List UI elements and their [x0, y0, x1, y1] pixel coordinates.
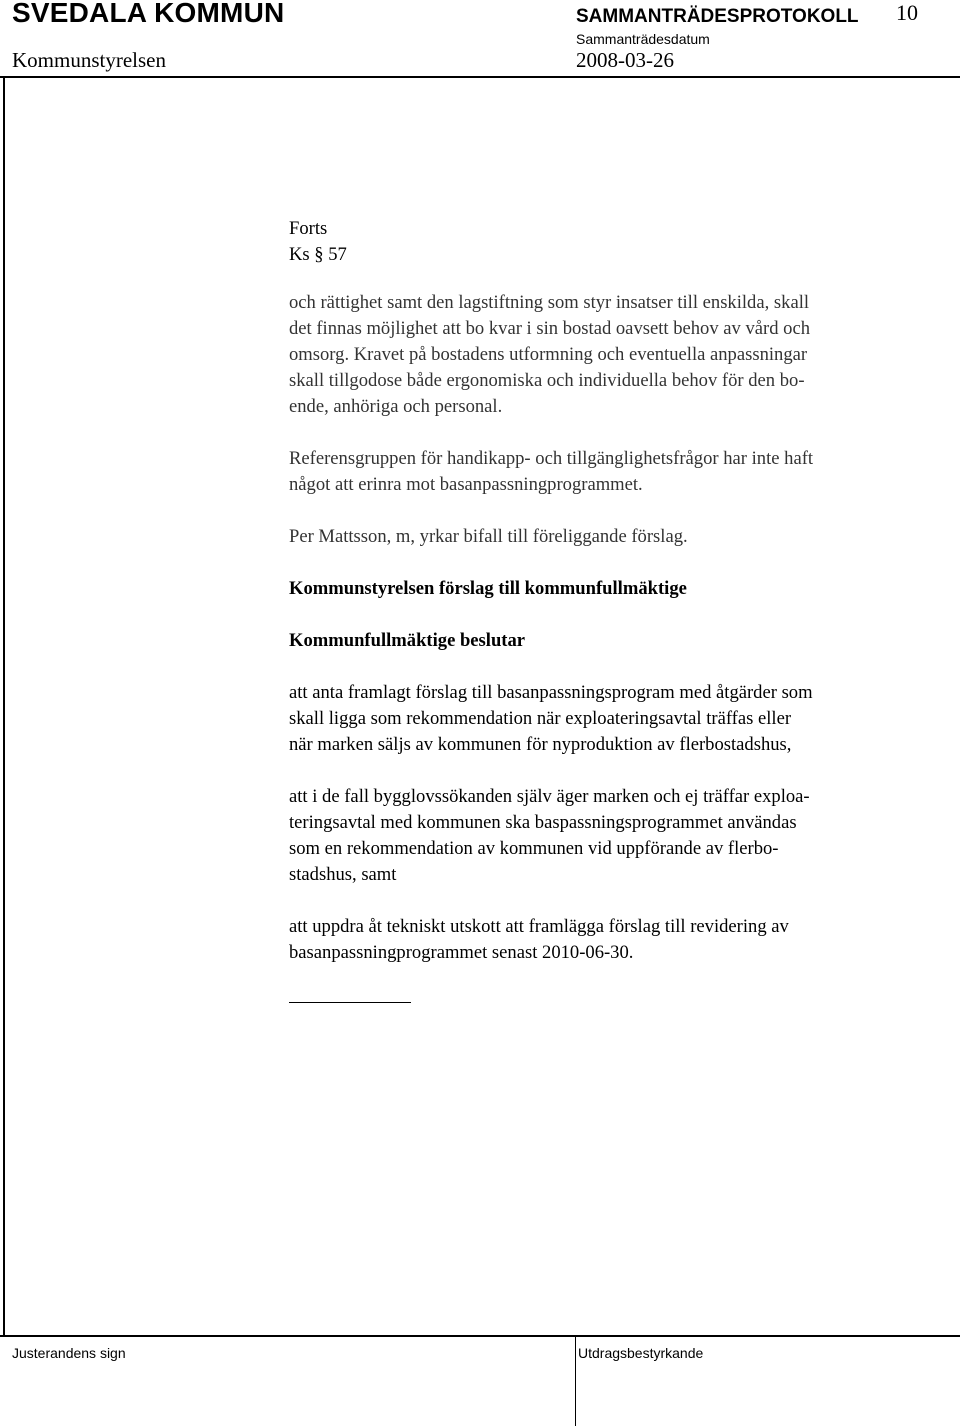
text-line: som en rekommendation av kommunen vid uppförande av flerbo-	[289, 838, 779, 859]
text-line: Referensgruppen för handikapp- och tillgänglighetsfrågor har inte haft	[289, 448, 814, 469]
text-line: att uppdra åt tekniskt utskott att framlägga förslag till revidering av	[289, 916, 789, 937]
meeting-date-label: Sammanträdesdatum	[576, 31, 710, 47]
text-line: stadshus, samt	[289, 864, 397, 885]
decision-item-1	[289, 680, 929, 758]
text-line: något att erinra mot basanpassningprogrammet.	[289, 474, 643, 495]
committee-name: Kommunstyrelsen	[12, 48, 166, 72]
protocol-body	[289, 216, 929, 966]
text-line: omsorg. Kravet på bostadens utformning och eventuella anpassningar	[289, 344, 808, 365]
text-line: skall ligga som rekommendation när exploateringsavtal träffas eller	[289, 708, 792, 729]
meeting-date: 2008-03-26	[576, 48, 674, 72]
footer-divider	[0, 1335, 960, 1337]
decision-item-2	[289, 784, 929, 888]
footer-column-divider	[575, 1336, 576, 1426]
paragraph-motion: Per Mattsson, m, yrkar bifall till föreliggande förslag.	[289, 526, 688, 547]
paragraph-rights	[289, 290, 929, 420]
text-line: ende, anhöriga och personal.	[289, 396, 503, 417]
closing-rule	[289, 1002, 411, 1003]
text-line: teringsavtal med kommunen ska baspassningsprogrammet användas	[289, 812, 797, 833]
text-line: basanpassningprogrammet senast 2010-06-30.	[289, 942, 634, 963]
page-number: 10	[896, 0, 918, 25]
left-margin-rule	[3, 77, 5, 1335]
section-reference: Ks § 57	[289, 244, 347, 265]
text-line: när marken säljs av kommunen för nyproduktion av flerbostadshus,	[289, 734, 792, 755]
text-line: att i de fall bygglovssökanden själv äger marken och ej träffar exploa-	[289, 786, 810, 807]
text-line: det finnas möjlighet att bo kvar i sin bostad oavsett behov av vård och	[289, 318, 811, 339]
text-line: skall tillgodose både ergonomiska och individuella behov för den bo-	[289, 370, 805, 391]
org-name: SVEDALA KOMMUN	[12, 0, 285, 28]
footer-extract-certification: Utdragsbestyrkande	[578, 1345, 704, 1361]
heading-proposal: Kommunstyrelsen förslag till kommunfullmäktige	[289, 578, 687, 599]
paragraph-reference-group	[289, 446, 929, 498]
text-line: och rättighet samt den lagstiftning som styr insatser till enskilda, skall	[289, 292, 810, 313]
continued-label: Forts	[289, 218, 328, 239]
header-divider	[0, 76, 960, 78]
decision-item-3	[289, 914, 929, 966]
heading-decision: Kommunfullmäktige beslutar	[289, 630, 526, 651]
footer-justification-sign: Justerandens sign	[12, 1345, 126, 1361]
document-type: SAMMANTRÄDESPROTOKOLL	[576, 6, 859, 27]
text-line: att anta framlagt förslag till basanpassningsprogram med åtgärder som	[289, 682, 813, 703]
